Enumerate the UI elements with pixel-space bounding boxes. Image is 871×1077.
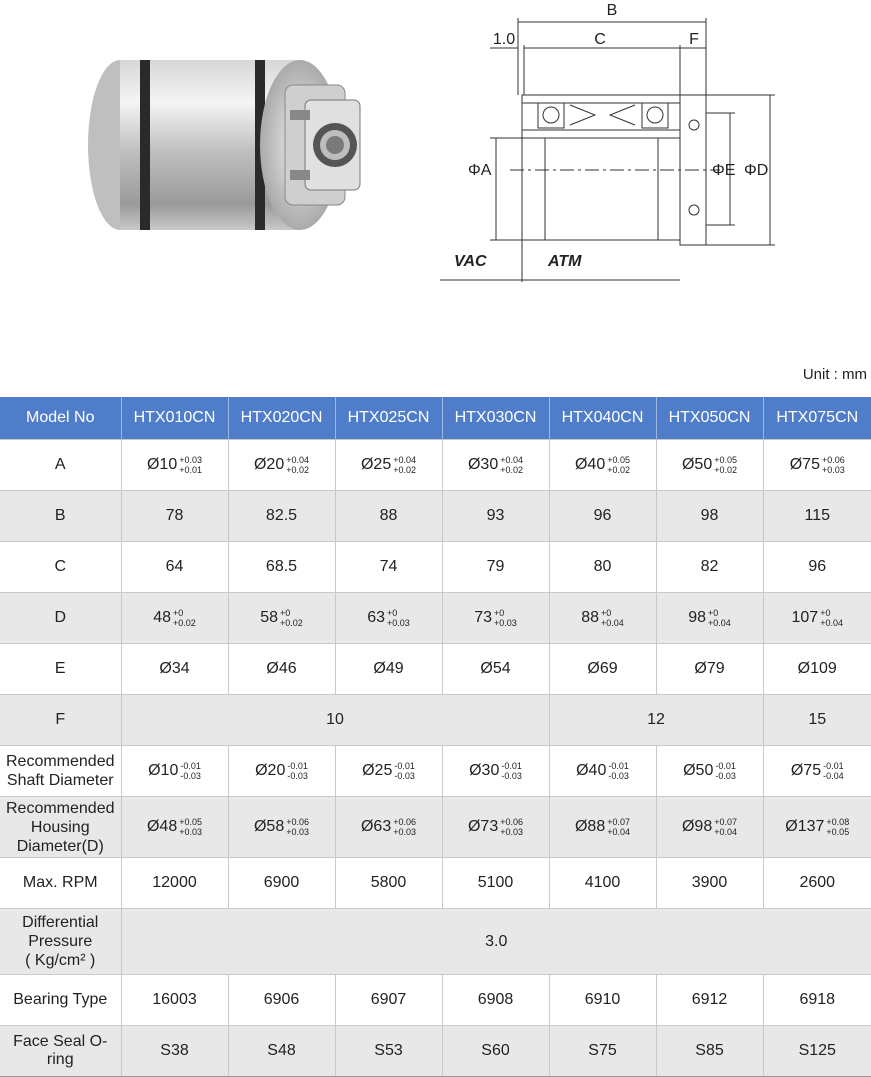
tol-cell bbox=[442, 440, 549, 491]
row-label-line: Differential bbox=[22, 914, 99, 931]
row-f bbox=[0, 695, 871, 746]
tol-cell bbox=[121, 797, 228, 858]
cell-value: 88 bbox=[581, 609, 599, 626]
tol-upper: +0.05 bbox=[179, 817, 203, 827]
table-cell: Ø34 bbox=[121, 644, 228, 695]
table-cell: S53 bbox=[335, 1026, 442, 1077]
dim-label-1-0: 1.0 bbox=[492, 31, 516, 48]
table-cell: 12000 bbox=[121, 858, 228, 909]
tol-lower: +0.02 bbox=[500, 465, 524, 475]
cell-value: Ø25 bbox=[360, 456, 392, 473]
table-cell: 78 bbox=[121, 491, 228, 542]
tol-upper: -0.01 bbox=[823, 761, 844, 771]
tol-lower: +0.04 bbox=[714, 827, 738, 837]
tol-upper: +0 bbox=[494, 608, 505, 618]
tol-upper: +0.07 bbox=[607, 817, 631, 827]
row-label-line: Recommended bbox=[6, 753, 115, 770]
table-cell: Ø109 bbox=[763, 644, 871, 695]
tol-upper: +0.06 bbox=[821, 455, 845, 465]
cell-value: Ø63 bbox=[360, 818, 392, 835]
table-cell: S38 bbox=[121, 1026, 228, 1077]
tol-upper: -0.01 bbox=[180, 761, 201, 771]
cell-value: Ø40 bbox=[576, 762, 607, 779]
table-cell: 2600 bbox=[763, 858, 871, 909]
table-cell: 5800 bbox=[335, 858, 442, 909]
row-label: A bbox=[0, 440, 121, 491]
dim-label-a: ΦA bbox=[468, 162, 492, 179]
table-cell: 82.5 bbox=[228, 491, 335, 542]
row-label bbox=[0, 746, 121, 797]
tol-cell bbox=[656, 593, 763, 644]
tol-upper: +0.04 bbox=[500, 455, 524, 465]
header-model-no: Model No bbox=[0, 397, 121, 440]
cell-value: Ø98 bbox=[681, 818, 713, 835]
label-atm: ATM bbox=[548, 253, 582, 270]
table-cell: 68.5 bbox=[228, 542, 335, 593]
tol-lower: +0.03 bbox=[393, 827, 417, 837]
tol-lower: -0.03 bbox=[501, 771, 522, 781]
tol-upper: +0.04 bbox=[393, 455, 417, 465]
table-cell: 4100 bbox=[549, 858, 656, 909]
tol-upper: +0 bbox=[820, 608, 831, 618]
tol-lower: +0.05 bbox=[826, 827, 850, 837]
tol-lower: +0.02 bbox=[280, 618, 303, 628]
table-cell: Ø46 bbox=[228, 644, 335, 695]
cell-value: Ø88 bbox=[574, 818, 606, 835]
row-b bbox=[0, 491, 871, 542]
tol-cell bbox=[549, 593, 656, 644]
tol-cell bbox=[121, 593, 228, 644]
tol-lower: +0.01 bbox=[179, 465, 203, 475]
row-label-line: ( Kg/cm² ) bbox=[25, 952, 96, 969]
cell-value: Ø10 bbox=[148, 762, 179, 779]
tol-cell bbox=[121, 440, 228, 491]
table-cell: S85 bbox=[656, 1026, 763, 1077]
table-cell: 12 bbox=[549, 695, 763, 746]
tol-lower: +0.02 bbox=[607, 465, 631, 475]
tol-lower: +0.03 bbox=[387, 618, 410, 628]
row-label: F bbox=[0, 695, 121, 746]
tol-upper: +0 bbox=[280, 608, 291, 618]
table-cell: 79 bbox=[442, 542, 549, 593]
row-label: E bbox=[0, 644, 121, 695]
table-cell: 96 bbox=[549, 491, 656, 542]
header-model: HTX025CN bbox=[335, 397, 442, 440]
tol-upper: +0.08 bbox=[826, 817, 850, 827]
table-cell: 3.0 bbox=[121, 909, 871, 975]
table-cell: 64 bbox=[121, 542, 228, 593]
tol-cell bbox=[121, 746, 228, 797]
tol-lower: +0.03 bbox=[179, 827, 203, 837]
tol-lower: +0.03 bbox=[500, 827, 524, 837]
table-cell: 5100 bbox=[442, 858, 549, 909]
cell-value: Ø10 bbox=[146, 456, 178, 473]
row-label: Max. RPM bbox=[0, 858, 121, 909]
table-cell: 6918 bbox=[763, 975, 871, 1026]
tol-lower: -0.03 bbox=[180, 771, 201, 781]
cell-value: Ø50 bbox=[683, 762, 714, 779]
tol-lower: -0.03 bbox=[394, 771, 415, 781]
table-cell: 16003 bbox=[121, 975, 228, 1026]
tol-cell bbox=[442, 593, 549, 644]
row-label: Face Seal O-ring bbox=[0, 1026, 121, 1077]
tol-cell bbox=[228, 746, 335, 797]
row-label bbox=[0, 909, 121, 975]
table-cell: 98 bbox=[656, 491, 763, 542]
table-cell: S48 bbox=[228, 1026, 335, 1077]
cell-value: Ø30 bbox=[467, 456, 499, 473]
tol-cell bbox=[442, 797, 549, 858]
table-cell: Ø49 bbox=[335, 644, 442, 695]
dim-label-d: ΦD bbox=[744, 162, 769, 179]
row-face-seal-o-ring bbox=[0, 1026, 871, 1077]
table-cell: Ø69 bbox=[549, 644, 656, 695]
cell-value: Ø20 bbox=[253, 456, 285, 473]
tol-cell bbox=[656, 797, 763, 858]
table-cell: S60 bbox=[442, 1026, 549, 1077]
cell-value: 63 bbox=[367, 609, 385, 626]
table-cell: 88 bbox=[335, 491, 442, 542]
row-c bbox=[0, 542, 871, 593]
dim-label-f: F bbox=[689, 31, 699, 48]
unit-label: Unit : mm bbox=[802, 366, 867, 383]
table-cell: 6912 bbox=[656, 975, 763, 1026]
product-photo bbox=[80, 40, 380, 250]
table-cell: Ø79 bbox=[656, 644, 763, 695]
tol-upper: +0.07 bbox=[714, 817, 738, 827]
table-cell: 10 bbox=[121, 695, 549, 746]
tol-cell bbox=[228, 440, 335, 491]
tol-cell bbox=[763, 440, 871, 491]
row-label-line: Housing bbox=[30, 818, 90, 836]
header-model: HTX050CN bbox=[656, 397, 763, 440]
row-label-line: Shaft Diameter bbox=[6, 772, 114, 789]
tol-cell bbox=[763, 797, 871, 858]
cell-value: Ø75 bbox=[790, 762, 822, 779]
cell-value: Ø75 bbox=[789, 456, 820, 473]
cell-value: Ø25 bbox=[362, 762, 393, 779]
table-cell: 80 bbox=[549, 542, 656, 593]
table-cell: 6900 bbox=[228, 858, 335, 909]
table-cell: 115 bbox=[763, 491, 871, 542]
table-cell: S125 bbox=[763, 1026, 871, 1077]
tol-lower: -0.03 bbox=[287, 771, 308, 781]
table-cell: 3900 bbox=[656, 858, 763, 909]
tol-cell bbox=[549, 440, 656, 491]
tol-cell bbox=[335, 440, 442, 491]
header-model: HTX020CN bbox=[228, 397, 335, 440]
table-cell: 6907 bbox=[335, 975, 442, 1026]
spec-table bbox=[0, 397, 871, 1077]
header-row bbox=[0, 397, 871, 440]
cell-value: Ø137 bbox=[785, 818, 825, 835]
cell-value: 107 bbox=[791, 609, 819, 626]
header-model: HTX030CN bbox=[442, 397, 549, 440]
table-cell: Ø54 bbox=[442, 644, 549, 695]
tol-cell bbox=[763, 746, 871, 797]
row-label-line: Pressure bbox=[28, 933, 93, 950]
tol-cell bbox=[656, 440, 763, 491]
row-label: Bearing Type bbox=[0, 975, 121, 1026]
header-model: HTX040CN bbox=[549, 397, 656, 440]
table-cell: 15 bbox=[763, 695, 871, 746]
label-vac: VAC bbox=[454, 253, 487, 270]
tol-lower: +0.02 bbox=[393, 465, 417, 475]
row-max-rpm bbox=[0, 858, 871, 909]
row-label bbox=[0, 797, 121, 858]
row-recommended-housing-diameter bbox=[0, 797, 871, 858]
tol-upper: +0.05 bbox=[714, 455, 738, 465]
tol-upper: -0.01 bbox=[501, 761, 522, 771]
tol-lower: +0.03 bbox=[494, 618, 517, 628]
tol-upper: +0 bbox=[601, 608, 612, 618]
row-label: C bbox=[0, 542, 121, 593]
tol-cell bbox=[335, 797, 442, 858]
dim-label-b: B bbox=[606, 2, 618, 19]
table-cell: 6906 bbox=[228, 975, 335, 1026]
row-label: D bbox=[0, 593, 121, 644]
tol-upper: -0.01 bbox=[608, 761, 629, 771]
cell-value: 48 bbox=[153, 609, 171, 626]
tol-cell bbox=[228, 797, 335, 858]
row-recommended-shaft-diameter bbox=[0, 746, 871, 797]
tol-upper: -0.01 bbox=[715, 761, 736, 771]
header-model: HTX075CN bbox=[763, 397, 871, 440]
tol-cell bbox=[549, 797, 656, 858]
tol-lower: +0.02 bbox=[173, 618, 196, 628]
tol-cell bbox=[656, 746, 763, 797]
tol-upper: -0.01 bbox=[287, 761, 308, 771]
row-label: B bbox=[0, 491, 121, 542]
tol-upper: +0.06 bbox=[393, 817, 417, 827]
row-bearing-type bbox=[0, 975, 871, 1026]
dim-label-e: ΦE bbox=[712, 162, 736, 179]
tol-upper: +0 bbox=[387, 608, 398, 618]
tol-lower: -0.04 bbox=[823, 771, 844, 781]
tol-upper: +0.04 bbox=[286, 455, 310, 465]
tol-cell bbox=[228, 593, 335, 644]
tol-lower: +0.02 bbox=[286, 465, 310, 475]
tol-cell bbox=[763, 593, 871, 644]
cell-value: Ø58 bbox=[253, 818, 285, 835]
table-cell: 96 bbox=[763, 542, 871, 593]
tol-lower: +0.03 bbox=[821, 465, 845, 475]
tol-upper: +0.05 bbox=[607, 455, 631, 465]
cell-value: Ø30 bbox=[469, 762, 500, 779]
cell-value: Ø48 bbox=[146, 818, 178, 835]
cell-value: Ø73 bbox=[467, 818, 499, 835]
tol-upper: +0 bbox=[708, 608, 719, 618]
dimension-diagram bbox=[430, 0, 871, 300]
tol-lower: +0.02 bbox=[714, 465, 738, 475]
header-model: HTX010CN bbox=[121, 397, 228, 440]
dim-label-c: C bbox=[594, 31, 606, 48]
table-cell: 93 bbox=[442, 491, 549, 542]
cell-value: Ø40 bbox=[574, 456, 606, 473]
cell-value: 73 bbox=[474, 609, 492, 626]
tol-upper: +0.06 bbox=[286, 817, 310, 827]
row-e bbox=[0, 644, 871, 695]
tol-upper: +0 bbox=[173, 608, 184, 618]
tol-upper: +0.03 bbox=[179, 455, 203, 465]
tol-lower: +0.04 bbox=[708, 618, 731, 628]
row-differential-pressure bbox=[0, 909, 871, 975]
tol-lower: +0.03 bbox=[286, 827, 310, 837]
tol-cell bbox=[335, 746, 442, 797]
tol-lower: -0.03 bbox=[608, 771, 629, 781]
tol-cell bbox=[549, 746, 656, 797]
cell-value: 58 bbox=[260, 609, 278, 626]
tol-lower: +0.04 bbox=[820, 618, 843, 628]
table-cell: 74 bbox=[335, 542, 442, 593]
tol-lower: +0.04 bbox=[607, 827, 631, 837]
tol-lower: +0.04 bbox=[601, 618, 624, 628]
tol-upper: +0.06 bbox=[500, 817, 524, 827]
tol-cell bbox=[335, 593, 442, 644]
row-label-line: Diameter(D) bbox=[16, 837, 104, 855]
row-d bbox=[0, 593, 871, 644]
row-a bbox=[0, 440, 871, 491]
row-label-line: Recommended bbox=[6, 799, 115, 817]
cell-value: 98 bbox=[688, 609, 706, 626]
tol-cell bbox=[442, 746, 549, 797]
table-cell: 6910 bbox=[549, 975, 656, 1026]
table-cell: 82 bbox=[656, 542, 763, 593]
tol-upper: -0.01 bbox=[394, 761, 415, 771]
tol-lower: -0.03 bbox=[715, 771, 736, 781]
cell-value: Ø20 bbox=[255, 762, 286, 779]
table-cell: 6908 bbox=[442, 975, 549, 1026]
table-cell: S75 bbox=[549, 1026, 656, 1077]
cell-value: Ø50 bbox=[681, 456, 713, 473]
